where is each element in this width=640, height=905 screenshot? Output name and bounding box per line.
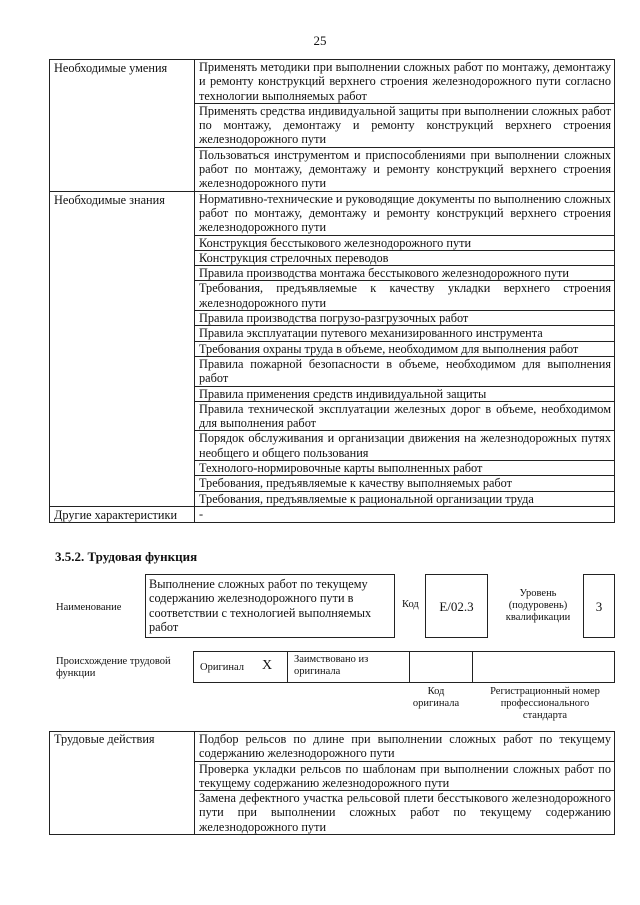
requirement-item: Требования, предъявляемые к качеству укладки верхнего строения железнодорожного пути (195, 281, 615, 311)
table-row (50, 60, 615, 104)
requirement-item: Пользоваться инструментом и приспособлениями при выполнении сложных работ по монтажу, демонтажу и ремонту конструкций верхнего строения железнодорожного пути (195, 147, 615, 191)
actions-label: Трудовые действия (50, 732, 195, 835)
function-name-text: Выполнение сложных работ по текущему содержанию железнодорожного пути в соответствии с технологией выполняемых работ (149, 577, 372, 634)
original-label: Оригинал (200, 662, 244, 673)
code-label: Код (402, 599, 419, 610)
action-item: Замена дефектного участка рельсовой плети бесстыкового железнодорожного пути при выполнении сложных работ по текущему содержанию железнодорожного пути (195, 791, 615, 835)
divider (472, 652, 473, 682)
code-box (425, 574, 488, 638)
reg-caption: Регистрационный номер профессионального стандарта (490, 686, 600, 721)
section-title: 3.5.2. Трудовая функция (55, 549, 198, 564)
requirement-item: - (195, 506, 615, 522)
level-value: 3 (595, 599, 603, 614)
requirement-label: Необходимые знания (50, 191, 195, 506)
table-row (50, 191, 615, 235)
requirement-item: Правила пожарной безопасности в объеме, необходимом для выполнения работ (195, 356, 615, 386)
name-label: Наименование (56, 602, 122, 613)
borrowed-label: Заимствовано из оригинала (294, 654, 369, 677)
requirement-label: Необходимые умения (50, 60, 195, 192)
code-caption: Код оригинала (412, 686, 460, 709)
function-name (145, 574, 395, 638)
requirement-item: Порядок обслуживания и организации движения на железнодорожных путях необщего и общего пользования (195, 431, 615, 461)
page-number: 25 (313, 33, 327, 48)
requirement-item: Требования, предъявляемые к рациональной организации труда (195, 491, 615, 506)
requirement-item: Правила эксплуатации путевого механизированного инструмента (195, 326, 615, 341)
original-mark: X (262, 658, 273, 673)
code-value: E/02.3 (439, 599, 474, 614)
requirement-item: Конструкция бесстыкового железнодорожного пути (195, 235, 615, 250)
origin-row (193, 651, 615, 683)
level-label: Уровень (подуровень) квалификации (505, 588, 571, 623)
requirements-table (49, 59, 615, 523)
actions-table (49, 731, 615, 835)
requirement-item: Применять средства индивидуальной защиты при выполнении сложных работ по монтажу, демонтажу и ремонту конструкций верхнего строения железнодорожного пути (195, 103, 615, 147)
requirement-item: Правила применения средств индивидуальной защиты (195, 386, 615, 401)
requirement-label: Другие характеристики (50, 506, 195, 522)
divider (287, 652, 288, 682)
requirement-item: Применять методики при выполнении сложных работ по монтажу, демонтажу и ремонту конструкций верхнего строения железнодорожного пути согласно технологии выполняемых работ (195, 60, 615, 104)
divider (409, 652, 410, 682)
action-item: Проверка укладки рельсов по шаблонам при выполнении сложных работ по текущему содержанию железнодорожного пути (195, 761, 615, 791)
requirement-item: Технолого-нормировочные карты выполненных работ (195, 461, 615, 476)
action-item: Подбор рельсов по длине при выполнении сложных работ по текущему содержанию железнодорожного пути (195, 732, 615, 762)
table-row (50, 506, 615, 522)
requirement-item: Конструкция стрелочных переводов (195, 250, 615, 265)
requirement-item: Нормативно-технические и руководящие документы по выполнению сложных работ по монтажу, демонтажу и ремонту конструкций верхнего строения железнодорожного пути (195, 191, 615, 235)
requirement-item: Правила технической эксплуатации железных дорог в объеме, необходимом для выполнения работ (195, 401, 615, 431)
origin-label: Происхождение трудовой функции (56, 656, 171, 679)
requirement-item: Правила производства монтажа бесстыкового железнодорожного пути (195, 266, 615, 281)
requirement-item: Правила производства погрузо-разгрузочных работ (195, 311, 615, 326)
requirement-item: Требования охраны труда в объеме, необходимом для выполнения работ (195, 341, 615, 356)
requirement-item: Требования, предъявляемые к качеству выполняемых работ (195, 476, 615, 491)
level-box (583, 574, 615, 638)
table-row (50, 732, 615, 762)
